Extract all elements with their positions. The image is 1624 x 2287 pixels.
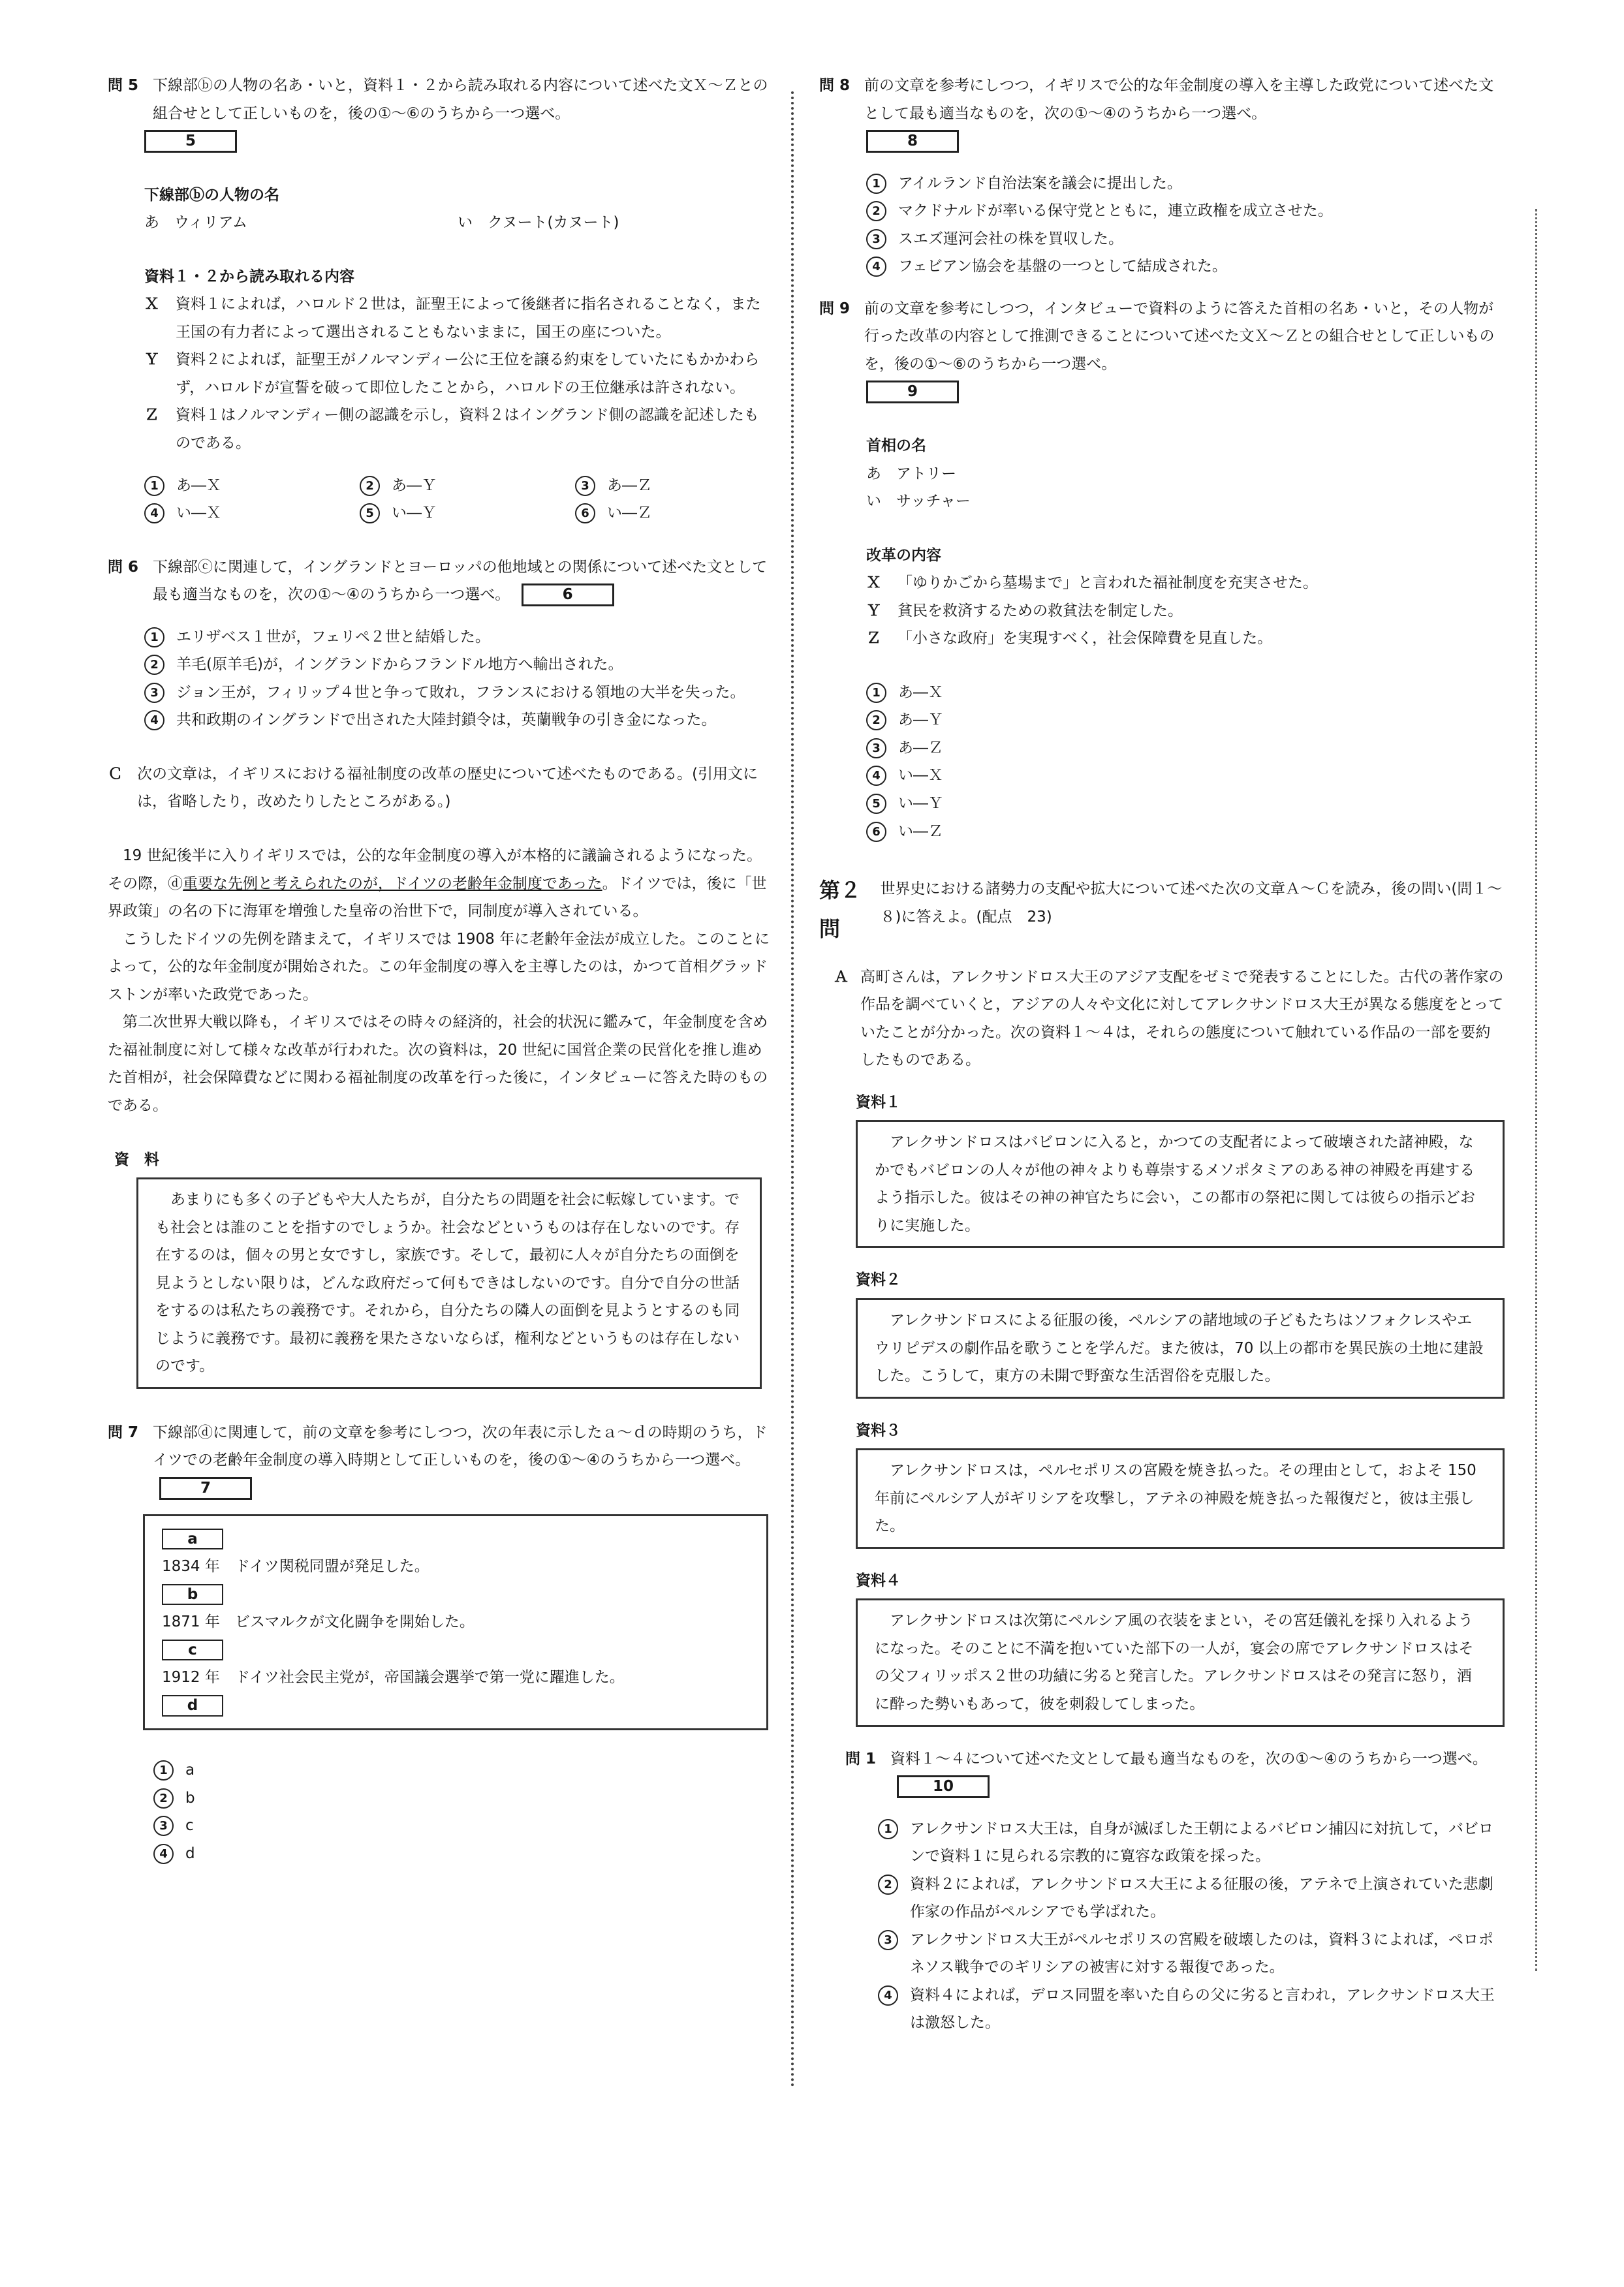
right-margin-divider	[1535, 209, 1537, 1971]
option-text: あ―Ｚ	[898, 739, 943, 756]
timeline	[143, 1514, 768, 1731]
timeline-event: 1834 年 ドイツ関税同盟が発足した。	[162, 1558, 429, 1576]
question-5	[108, 72, 773, 527]
timeline-period-box: a	[162, 1529, 223, 1550]
document-box	[856, 1598, 1505, 1726]
statement-label: Ｚ	[144, 407, 159, 424]
option-number: 3	[153, 1816, 174, 1836]
question-text: 下線部ⓒに関連して，イングランドとヨーロッパの他地域との関係について述べた文として最も適当なものを，次の①～④のうちから一つ選べ。	[153, 558, 768, 604]
option[interactable]	[144, 679, 773, 707]
right-column	[819, 72, 1505, 2037]
option-number: 2	[866, 710, 886, 730]
option[interactable]	[866, 706, 1505, 734]
question-9	[819, 295, 1505, 845]
option[interactable]	[144, 651, 773, 679]
option[interactable]	[878, 1926, 1505, 1982]
answer-box[interactable]: 8	[866, 130, 959, 153]
option-number: 4	[878, 1985, 898, 2006]
option-text: アイルランド自治法案を議会に提出した。	[898, 174, 1182, 192]
document-box	[856, 1448, 1505, 1549]
statement-label: Ｙ	[866, 602, 881, 619]
document-text: アレクサンドロスは，ペルセポリスの宮殿を焼き払った。その理由として，およそ 150 年前にペルシア人がギリシアを攻撃し，アテネの神殿を焼き払った報復だと，彼は主張した。	[875, 1462, 1476, 1535]
option-text: あ―Ｚ	[607, 476, 652, 494]
option-number: 4	[866, 257, 886, 277]
passage-paragraph: こうしたドイツの先例を踏まえて，イギリスでは 1908 年に老齢年金法が成立した。このことによって，公的な年金制度が開始された。この年金制度の導入を主導したのは，かつて首相グラッドストンが率いた政党であった。	[108, 930, 770, 1003]
content-heading: 資料１・２から読み取れる内容	[144, 268, 354, 285]
option[interactable]	[866, 225, 1505, 253]
option-number: 3	[144, 683, 164, 703]
question-number: 問 8	[819, 77, 851, 94]
option-number: 1	[866, 174, 886, 194]
answer-box[interactable]: 7	[159, 1477, 252, 1500]
section-intro: 世界史における諸勢力の支配や拡大について述べた次の文章Ａ～Ｃを読み，後の問い(問１～８)に答えよ。(配点 23)	[880, 880, 1503, 926]
option-number: 1	[153, 1760, 174, 1781]
option[interactable]	[144, 472, 360, 500]
option-text: アレクサンドロス大王がペルセポリスの宮殿を破壊したのは，資料３によれば，ペロポネソス戦争でのギリシアの被害に対する報復であった。	[910, 1931, 1494, 1976]
option[interactable]	[878, 1871, 1505, 1926]
statement-label: Ｙ	[144, 351, 159, 369]
option-text: エリザベス１世が，フェリペ２世と結婚した。	[176, 628, 490, 646]
answer-box[interactable]: 6	[522, 583, 614, 606]
section-intro: 次の文章は，イギリスにおける福祉制度の改革の歴史について述べたものである。(引用文には，省略したり，改めたりしたところがある。)	[137, 765, 758, 811]
question-number: 問 6	[108, 558, 139, 576]
document-box	[856, 1120, 1505, 1248]
document-box	[856, 1298, 1505, 1399]
document-heading: 資 料	[114, 1151, 159, 1168]
answer-box[interactable]: 5	[144, 130, 237, 153]
option[interactable]	[866, 197, 1505, 225]
document-heading: 資料３	[856, 1422, 901, 1439]
option-text: い―Ｙ	[392, 505, 437, 522]
option-number: 4	[144, 710, 164, 730]
option-number: 3	[866, 229, 886, 249]
timeline-period-box: c	[162, 1640, 223, 1661]
document-text: アレクサンドロスによる征服の後，ペルシアの諸地域の子どもたちはソフォクレスやエウリピデスの劇作品を歌うことを学んだ。また彼は，70 以上の都市を異民族の土地に建設した。こうして，東方の未開で野蛮な生活習俗を克服した。	[875, 1311, 1484, 1385]
question-text: 下線部ⓓに関連して，前の文章を参考にしつつ，次の年表に示したａ～ｄの時期のうち，ドイツでの老齢年金制度の導入時期として正しいものを，後の①～④のうちから一つ選べ。	[153, 1424, 768, 1469]
passage-paragraph: 第二次世界大戦以降も，イギリスではその時々の経済的，社会的状況に鑑みて，年金制度を含めた福祉制度に対して様々な改革が行われた。次の資料は，20 世紀に国営企業の民営化を推し進めた首相が，社会保障費などに関わる福祉制度の改革を行った後に，インタビューに答えた時のものである。	[108, 1014, 768, 1114]
option-number: 2	[360, 476, 380, 496]
option[interactable]	[866, 170, 1505, 198]
statement-text: 資料１によれば，ハロルド２世は，証聖王によって後継者に指名されることなく，また王国の有力者によって選出されることもないままに，国王の座についた。	[176, 296, 761, 341]
statement-text: 貧民を救済するための救貧法を制定した。	[898, 602, 1183, 619]
option-text: a	[185, 1762, 195, 1779]
option[interactable]	[878, 1982, 1505, 2037]
name-a: あ アトリー	[866, 465, 956, 482]
question-number: 問 9	[819, 300, 851, 317]
statement-text: 「小さな政府」を実現すべく，社会保障費を見直した。	[898, 630, 1273, 647]
option[interactable]	[360, 472, 575, 500]
option-number: 3	[866, 738, 886, 758]
option[interactable]	[866, 734, 1505, 762]
statement-text: 資料２によれば，証聖王がノルマンディー公に王位を譲る約束をしていたにもかかわらず，ハロルドが宣誓を破って即位したことから，ハロルドの王位継承は許されない。	[176, 351, 760, 396]
question-text: 下線部ⓑの人物の名あ・いと，資料１・２から読み取れる内容について述べた文Ｘ～Ｚとの組合せとして正しいものを，後の①～⑥のうちから一つ選べ。	[153, 77, 768, 122]
document-text: アレクサンドロスは次第にペルシア風の衣装をまとい，その宮廷儀礼を採り入れるようになった。そのことに不満を抱いていた部下の一人が，宴会の席でアレクサンドロスはその父フィリッポス２世の功績に劣ると発言した。アレクサンドロスはその発言に怒り，酒に酔った勢いもあって，彼を刺殺してしまった。	[875, 1612, 1474, 1713]
question-number: 問 7	[108, 1424, 139, 1441]
document-box	[136, 1177, 762, 1389]
option-text: あ―Ｙ	[898, 711, 943, 729]
option-number: 3	[575, 476, 595, 496]
option-number: 4	[866, 766, 886, 786]
question-6	[108, 553, 773, 734]
option-number: 1	[866, 683, 886, 703]
statement-label: Ｚ	[866, 630, 881, 647]
statement-text: 「ゆりかごから墓場まで」と言われた福祉制度を充実させた。	[898, 574, 1318, 592]
question-text: 前の文章を参考にしつつ，インタビューで資料のように答えた首相の名あ・いと，その人物が行った改革の内容として推測できることについて述べた文Ｘ～Ｚとの組合せとして正しいものを，後の①～⑥のうちから一つ選べ。	[864, 300, 1495, 373]
name-i: い クヌート(カヌート)	[458, 214, 619, 232]
option-text: スエズ運河会社の株を買収した。	[898, 230, 1123, 247]
document-text: あまりにも多くの子どもや大人たちが，自分たちの問題を社会に転嫁しています。でも社会とは誰のことを指すのでしょうか。社会などというものは存在しないのです。存在するのは，個々の男と女ですし，家族です。そして，最初に人々が自分たちの面倒を見ようとしない限りは，どんな政府だって何もできはしないのです。自分で自分の世話をするのは私たちの義務です。それから，自分たちの隣人の面倒を見ようとするのも同じように義務です。最初に義務を果たさないならば，権利などというものは存在しないのです。	[155, 1191, 740, 1375]
option[interactable]	[575, 472, 790, 500]
option[interactable]	[144, 623, 773, 651]
option-number: 1	[144, 476, 164, 496]
timeline-period-box: d	[162, 1695, 223, 1717]
statement-label: Ｘ	[866, 574, 881, 592]
option-text: い―Ｙ	[898, 795, 943, 813]
option-number: 2	[144, 655, 164, 675]
underline-marker: ⓓ	[168, 875, 183, 892]
question-text: 前の文章を参考にしつつ，イギリスで公的な年金制度の導入を主導した政党について述べた文として最も適当なものを，次の①～④のうちから一つ選べ。	[864, 77, 1494, 122]
answer-box[interactable]: 10	[897, 1775, 990, 1798]
option[interactable]	[866, 790, 1505, 818]
option-number: 4	[144, 503, 164, 523]
option-number: 5	[866, 794, 886, 814]
timeline-period-box: b	[162, 1584, 223, 1606]
option[interactable]	[866, 762, 1505, 790]
option[interactable]	[878, 1815, 1505, 1871]
statement-label: Ｘ	[144, 296, 159, 313]
underlined-passage: 重要な先例と考えられたのが，ドイツの老齢年金制度であった	[183, 875, 602, 892]
option[interactable]	[144, 499, 360, 527]
option-text: い―Ｘ	[176, 505, 221, 522]
question-7	[108, 1419, 773, 1868]
option[interactable]	[866, 818, 1505, 846]
section-2	[819, 871, 1505, 1726]
option-text: フェビアン協会を基盤の一つとして結成された。	[898, 258, 1227, 275]
question-8	[819, 72, 1505, 281]
content-heading: 改革の内容	[866, 546, 941, 564]
left-column	[108, 72, 773, 1868]
option-text: い―Ｘ	[898, 767, 943, 785]
timeline-event: 1912 年 ドイツ社会民主党が，帝国議会選挙で第一党に躍進した。	[162, 1669, 625, 1687]
section-c	[108, 760, 773, 1389]
section-title: 第２問	[819, 878, 862, 942]
option-text: b	[185, 1789, 195, 1807]
option-text: d	[185, 1844, 195, 1862]
option-text: アレクサンドロス大王は，自身が滅ぼした王朝によるバビロン捕囚に対抗して，バビロンで資料１に見られる宗教的に寛容な政策を採った。	[910, 1820, 1494, 1865]
question-number: 問 1	[845, 1750, 877, 1767]
option-text: 共和政期のイングランドで出された大陸封鎖令は，英蘭戦争の引き金になった。	[176, 711, 717, 729]
option-text: い―Ｚ	[607, 505, 652, 522]
option[interactable]	[866, 679, 1505, 707]
option-text: 羊毛(原羊毛)が，イングランドからフランドル地方へ輸出された。	[176, 656, 623, 674]
option-number: 1	[878, 1819, 898, 1839]
option-number: 2	[878, 1875, 898, 1895]
name-a: あ ウィリアム	[144, 214, 248, 232]
section-label: Ａ	[834, 968, 849, 986]
section-label: Ｃ	[108, 765, 123, 783]
option-number: 1	[144, 627, 164, 647]
answer-box[interactable]: 9	[866, 381, 959, 403]
option-number: 3	[878, 1930, 898, 1950]
option[interactable]	[153, 1840, 773, 1868]
option-text: あ―Ｙ	[392, 476, 437, 494]
option-text: あ―Ｘ	[176, 476, 221, 494]
name-i: い サッチャー	[866, 493, 971, 510]
option-text: あ―Ｘ	[898, 683, 943, 701]
option-text: c	[185, 1817, 194, 1835]
question-1	[819, 1745, 1505, 2037]
option[interactable]	[575, 499, 790, 527]
option-number: 6	[866, 822, 886, 842]
option-text: い―Ｚ	[898, 822, 943, 840]
option-text: 資料２によれば，アレクサンドロス大王による征服の後，アテネで上演されていた悲劇作家の作品がペルシアでも学ばれた。	[910, 1875, 1493, 1921]
option-text: ジョン王が，フィリップ４世と争って敗れ，フランスにおける領地の大半を失った。	[176, 683, 745, 701]
option[interactable]	[153, 1756, 773, 1784]
document-heading: 資料２	[856, 1271, 901, 1289]
names-heading: 下線部ⓑの人物の名	[144, 186, 279, 204]
option-number: 2	[153, 1788, 174, 1809]
passage-paragraph: 19 世紀後半に入りイギリスでは，公的な年金制度の導入が本格的に議論されるようになった。その際，ⓓ重要な先例と考えられたのが，ドイツの老齢年金制度であった。ドイツでは，後に「世界政策」の名の下に海軍を増強した皇帝の治世下で，同制度が導入されている。	[108, 847, 767, 920]
options-grid	[144, 472, 773, 527]
option-text: マクドナルドが率いる保守党とともに，連立政権を成立させた。	[898, 202, 1333, 220]
option-text: 資料４によれば，デロス同盟を率いた自らの父に劣ると言われ，アレクサンドロス大王は激怒した。	[910, 1986, 1495, 2032]
timeline-event: 1871 年 ビスマルクが文化闘争を開始した。	[162, 1613, 475, 1631]
option[interactable]	[153, 1784, 773, 1812]
document-text: アレクサンドロスはバビロンに入ると，かつての支配者によって破壊された諸神殿，なかでもバビロンの人々が他の神々よりも尊崇するメソポタミアのある神の神殿を再建するよう指示した。彼はその神の神官たちに会い，この都市の祭祀に関しては彼らの指示どおりに実施した。	[875, 1134, 1475, 1234]
question-text: 資料１～４について述べた文として最も適当なものを，次の①～④のうちから一つ選べ。	[890, 1750, 1488, 1767]
document-heading: 資料４	[856, 1572, 901, 1589]
option-number: 4	[153, 1844, 174, 1864]
option-number: 2	[866, 201, 886, 221]
statement-text: 資料１はノルマンディー側の認識を示し，資料２はイングランド側の認識を記述したものである。	[176, 407, 759, 452]
option[interactable]	[153, 1812, 773, 1840]
section-a-intro: 高町さんは，アレクサンドロス大王のアジア支配をゼミで発表することにした。古代の著作家の作品を調べていくと，アジアの人々や文化に対してアレクサンドロス大王が異なる態度をとっていたことが分かった。次の資料１～４は，それらの態度について触れている作品の一部を要約したものである。	[860, 968, 1504, 1069]
names-heading: 首相の名	[866, 437, 926, 455]
option-number: 6	[575, 503, 595, 523]
column-divider	[791, 91, 794, 2089]
question-number: 問 5	[108, 77, 139, 94]
option-number: 5	[360, 503, 380, 523]
option[interactable]	[144, 706, 773, 734]
document-heading: 資料１	[856, 1093, 901, 1111]
option[interactable]	[866, 253, 1505, 281]
option[interactable]	[360, 499, 575, 527]
